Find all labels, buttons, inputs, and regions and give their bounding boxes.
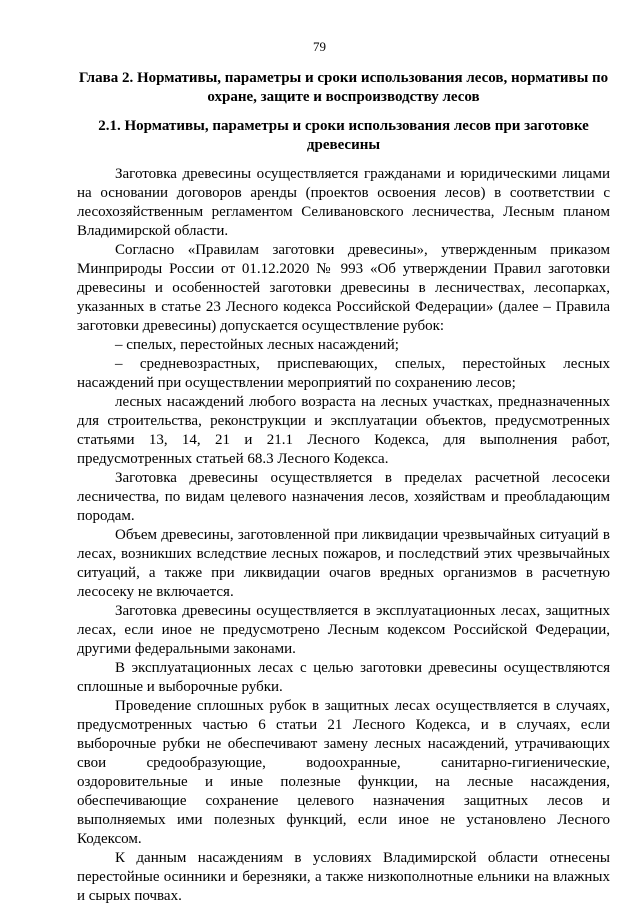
paragraph-emergency-volume: Объем древесины, заготовленной при ликвидации чрезвычайных ситуаций в лесах, возникших вследствие лесных пожаров, и последствий этих чрезвычайных ситуаций, а также при ликвидации очагов вредных организмов в расчетную лесосеку не включается. [77, 527, 610, 600]
paragraph-timber-harvesting-basis: Заготовка древесины осуществляется гражданами и юридическими лицами на основании договоров аренды (проектов освоения лесов) в соответствии с лесохозяйственным регламентом Селивановского лесничества, Лесным планом Владимирской области. [77, 166, 610, 239]
list-dash: – [115, 356, 123, 372]
document-body [77, 69, 610, 906]
paragraph-allowable-cut: Заготовка древесины осуществляется в пределах расчетной лесосеки лесничества, по видам целевого назначения лесов, хозяйствам и преобладающим породам. [77, 470, 610, 524]
paragraph-clear-cutting-protective: Проведение сплошных рубок в защитных лесах осуществляется в случаях, предусмотренных частью 6 статьи 21 Лесного Кодекса, и в случаях, если выборочные рубки не обеспечивают замену лесных насаждений, утрачивающих свои средообразующие, водоохранные, санитарно-гигиенические, оздоровительные и иные полезные функции, на лесные насаждения, обеспечивающие сохранение целевого назначения защитных лесов и выполняемых ими полезных функций, если иное не установлено Лесного Кодексом. [77, 698, 610, 847]
paragraph-harvesting-rules: Согласно «Правилам заготовки древесины», утвержденным приказом Минприроды России от 01.12.2020 № 993 «Об утверждении Правил заготовки древесины и особенностей заготовки древесины в лесничествах, лесопарках, указанных в статье 23 Лесного кодекса Российской Федерации» (далее – Правила заготовки древесины) допускается осуществление рубок: [77, 242, 610, 334]
list-item-middle-aged-stands [77, 355, 610, 393]
list-item-ripe-stands [77, 336, 610, 355]
chapter-title: Глава 2. Нормативы, параметры и сроки использования лесов, нормативы по охране, защите и воспроизводству лесов [78, 70, 609, 105]
list-dash: – [115, 337, 123, 353]
section-title: 2.1. Нормативы, параметры и сроки использования лесов при заготовке древесины [98, 118, 589, 153]
list-item-text: спелых, перестойных лесных насаждений; [126, 337, 399, 353]
page-number: 79 [313, 39, 326, 54]
paragraph-exploitation-forests: В эксплуатационных лесах с целью заготовки древесины осуществляются сплошные и выборочные рубки. [77, 660, 610, 695]
paragraph-vladimir-stands: К данным насаждениям в условиях Владимирской области отнесены перестойные осинники и березняки, а также низкополнотные ельники на влажных и сырых почвах. [77, 850, 610, 904]
paragraph-any-age-stands: лесных насаждений любого возраста на лесных участках, предназначенных для строительства, реконструкции и эксплуатации объектов, предусмотренных статьями 13, 14, 21 и 21.1 Лесного Кодекса, для выполнения работ, предусмотренных статьей 68.3 Лесного Кодекса. [77, 394, 610, 467]
paragraph-forest-types: Заготовка древесины осуществляется в эксплуатационных лесах, защитных лесах, если иное не предусмотрено Лесным кодексом Российской Федерации, другими федеральными законами. [77, 603, 610, 657]
list-item-text: средневозрастных, приспевающих, спелых, перестойных лесных насаждений при осуществлении мероприятий по сохранению лесов; [77, 356, 611, 391]
